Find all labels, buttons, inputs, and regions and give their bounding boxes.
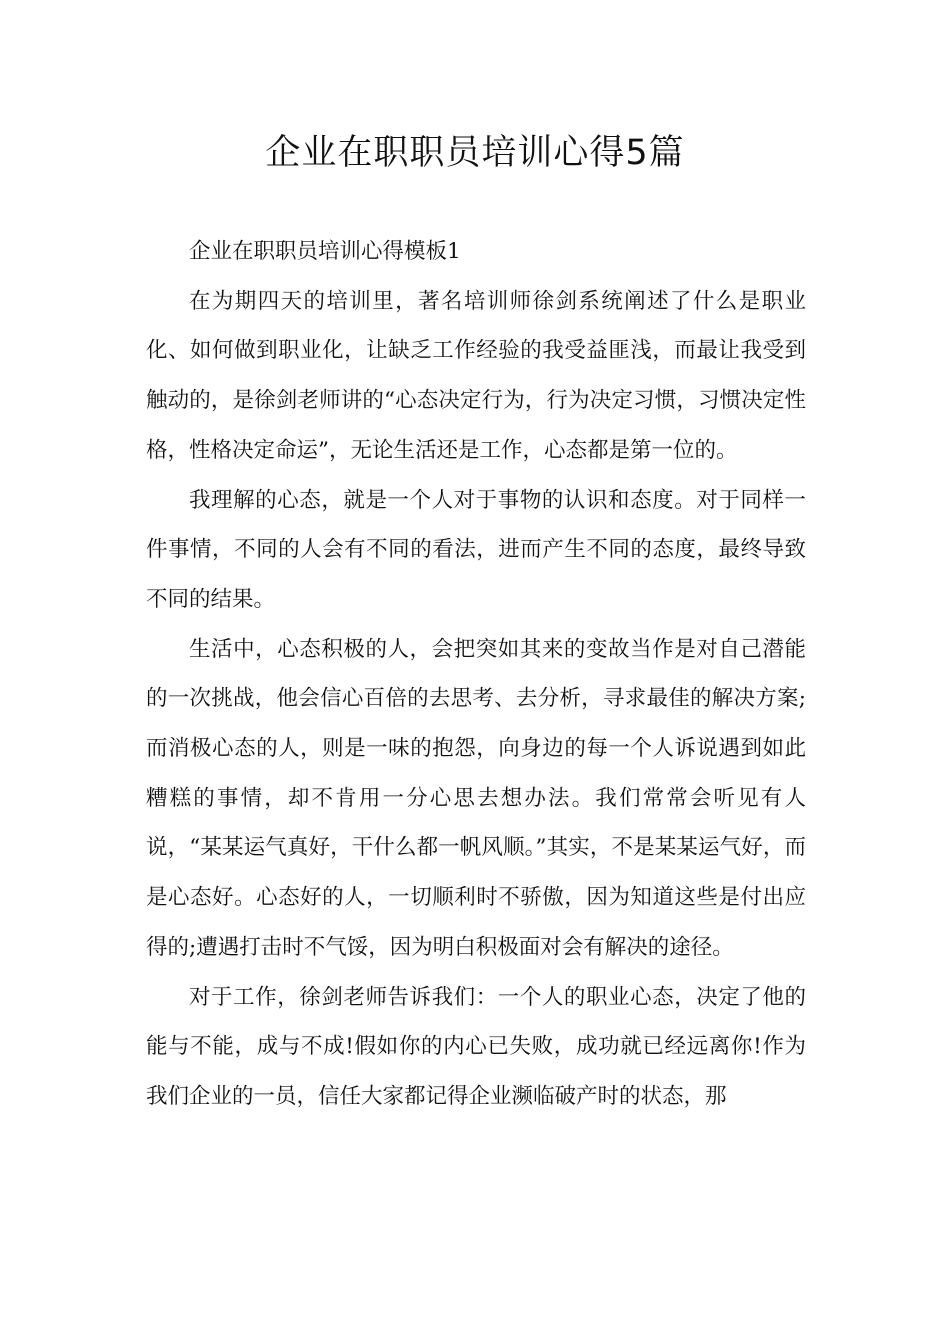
- section-heading: 企业在职职员培训心得模板1: [189, 239, 461, 264]
- document-body: [146, 227, 806, 1122]
- body-paragraph: 对于工作，徐剑老师告诉我们：一个人的职业心态，决定了他的能与不能，成与不成!假如你的内心已失败，成功就已经远离你!作为我们企业的一员，信任大家都记得企业濒临破产时的状态，那: [146, 984, 806, 1109]
- body-paragraph: 在为期四天的培训里，著名培训师徐剑系统阐述了什么是职业化、如何做到职业化，让缺乏工作经验的我受益匪浅，而最让我受到触动的，是徐剑老师讲的“心态决定行为，行为决定习惯，习惯决定性格，性格决定命运”，无论生活还是工作，心态都是第一位的。: [146, 288, 806, 463]
- body-paragraph: 生活中，心态积极的人，会把突如其来的变故当作是对自己潜能的一次挑战，他会信心百倍的去思考、去分析，寻求最佳的解决方案;而消极心态的人，则是一味的抱怨，向身边的每一个人诉说遇到如此糟糕的事情，却不肯用一分心思去想办法。我们常常会听见有人说，“某某运气真好，干什么都一帆风顺。”其实，不是某某运气好，而是心态好。心态好的人，一切顺利时不骄傲，因为知道这些是付出应得的;遭遇打击时不气馁，因为明白积极面对会有解决的途径。: [146, 636, 806, 960]
- document-title: 企业在职职员培训心得5篇: [265, 133, 685, 173]
- body-paragraph: 我理解的心态，就是一个人对于事物的认识和态度。对于同样一件事情，不同的人会有不同的看法，进而产生不同的态度，最终导致不同的结果。: [146, 487, 806, 612]
